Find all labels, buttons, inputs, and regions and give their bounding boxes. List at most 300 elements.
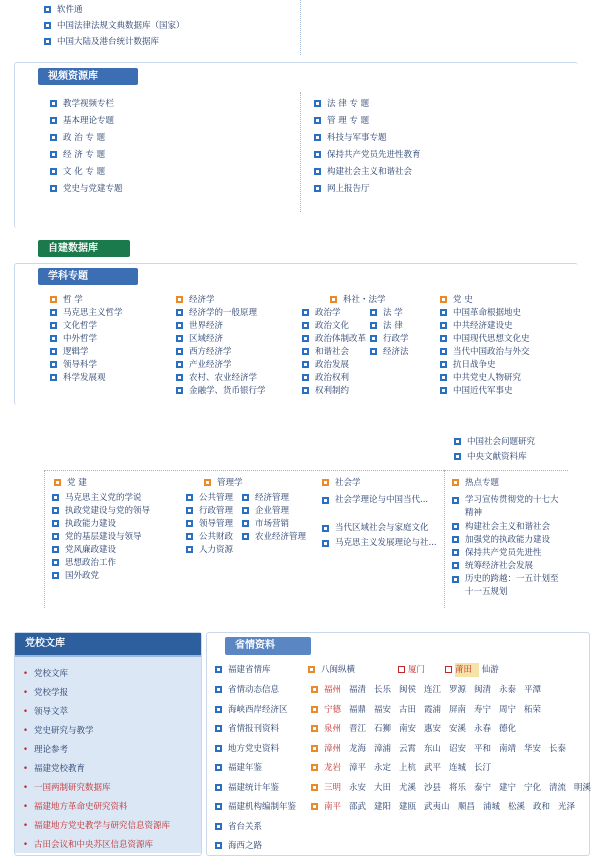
doc-icon <box>215 725 222 732</box>
category-icon <box>330 296 337 303</box>
doc-icon <box>452 536 459 543</box>
county-link[interactable]: 长乐 <box>374 685 392 695</box>
city-row <box>311 759 587 779</box>
list-item[interactable]: • 领导文萃 <box>23 707 69 717</box>
bullet-icon: • <box>23 840 29 850</box>
province-panel <box>206 632 590 856</box>
video-left-list <box>50 98 270 200</box>
divider <box>44 470 568 471</box>
library-header: 党校文库 <box>15 633 201 655</box>
list-item[interactable]: 省情报刊资料 <box>215 720 311 740</box>
list-item[interactable]: 当代区域社会与家庭文化 <box>322 522 440 535</box>
city-row <box>311 720 587 740</box>
doc-icon <box>50 134 57 141</box>
county-link[interactable]: 明溪 <box>574 782 592 793</box>
list-item[interactable]: 海峡西岸经济区 <box>215 701 311 721</box>
doc-icon <box>215 764 222 771</box>
city-link[interactable]: 龙岩 <box>324 763 342 773</box>
list-item[interactable]: 和谐社会 <box>302 346 370 359</box>
list-item[interactable]: • 党校学报 <box>23 688 69 698</box>
list-item[interactable]: 当代中国政治与外交 <box>440 346 575 359</box>
doc-icon <box>186 507 193 514</box>
doc-icon <box>314 117 321 124</box>
doc-icon <box>215 686 222 693</box>
city-row <box>311 798 587 818</box>
list-item[interactable]: 构建社会主义和谐社会 <box>314 166 554 179</box>
doc-icon <box>215 666 222 673</box>
county-link[interactable]: 罗源 <box>449 685 467 695</box>
list-item[interactable]: 执政能力建设 <box>52 518 182 531</box>
doc-icon <box>176 335 183 342</box>
doc-icon <box>50 322 57 329</box>
list-item[interactable]: 市场营销 <box>242 518 320 531</box>
list-item[interactable]: 海西之路 <box>215 837 311 857</box>
list-item[interactable]: 中国近代军事史 <box>440 385 575 398</box>
city-icon <box>311 764 318 771</box>
list-item[interactable]: 党风廉政建设 <box>52 544 182 557</box>
list-item[interactable]: 文化哲学 <box>50 320 170 333</box>
doc-icon <box>370 348 377 355</box>
list-item[interactable]: 党史与党建专题 <box>50 183 270 196</box>
doc-icon <box>215 842 222 849</box>
list-item[interactable]: 行政管理 <box>186 505 242 518</box>
list-item[interactable]: 经济学的一般原理 <box>176 307 296 320</box>
list-item[interactable]: 中国社会问题研究 <box>454 436 584 449</box>
divider <box>444 470 445 608</box>
list-item[interactable]: 科技与军事专题 <box>314 132 554 145</box>
doc-icon <box>302 335 309 342</box>
list-item[interactable]: • 古田会议和中央苏区信息资源库 <box>23 840 154 850</box>
county-link[interactable]: 宁化 <box>524 782 542 793</box>
county-link[interactable]: 永泰 <box>499 685 517 695</box>
county-link[interactable]: 福鼎 <box>349 704 367 715</box>
county-link[interactable]: 安溪 <box>449 724 467 734</box>
county-link[interactable]: 闽侯 <box>399 685 417 695</box>
list-item[interactable]: 中共经济建设史 <box>440 320 575 333</box>
doc-icon <box>50 168 57 175</box>
county-link[interactable]: 政和 <box>533 802 551 812</box>
list-item[interactable]: 行政学 <box>370 333 430 346</box>
city-link[interactable]: 宁德 <box>324 704 342 715</box>
county-link[interactable]: 南靖 <box>499 743 517 754</box>
doc-icon <box>440 322 447 329</box>
county-link[interactable]: 寿宁 <box>474 704 492 715</box>
doc-icon <box>314 134 321 141</box>
bullet-icon: • <box>23 688 29 698</box>
category-head[interactable]: 热点专题 <box>452 477 564 490</box>
doc-icon <box>186 546 193 553</box>
county-link[interactable]: 漳浦 <box>374 743 392 754</box>
doc-icon <box>215 745 222 752</box>
subjects-header: 学科专题 <box>38 268 138 285</box>
city-row <box>311 701 587 721</box>
top-list <box>20 0 250 49</box>
doc-icon <box>50 151 57 158</box>
doc-icon <box>314 185 321 192</box>
list-item[interactable]: 区域经济 <box>176 333 296 346</box>
list-item[interactable]: 社会学理论与中国当代... <box>322 494 440 520</box>
party-col-hot <box>452 477 564 599</box>
library-list <box>15 655 201 853</box>
list-item[interactable]: 企业管理 <box>242 505 320 518</box>
list-item[interactable]: 政 治 专 题 <box>50 132 270 145</box>
list-item[interactable]: 法 学 <box>370 307 430 320</box>
list-item[interactable]: 中国革命根据地史 <box>440 307 575 320</box>
list-item[interactable]: 福建统计年鉴 <box>215 779 311 799</box>
selfbuilt-header: 自建数据库 <box>38 240 130 257</box>
category-head[interactable]: 科社・法学 <box>302 294 432 307</box>
list-item[interactable]: 政治学 <box>302 307 370 320</box>
square-icon <box>445 666 452 673</box>
county-link[interactable]: 柘荣 <box>524 704 542 715</box>
doc-icon <box>52 572 59 579</box>
city-row <box>311 779 592 799</box>
list-item[interactable]: 福建机构编制年鉴 <box>215 798 311 818</box>
category-icon <box>204 479 211 486</box>
category-icon <box>308 666 315 673</box>
county-link[interactable]: 连江 <box>424 685 442 695</box>
doc-icon <box>302 309 309 316</box>
county-link[interactable]: 屏南 <box>449 704 467 715</box>
county-link[interactable]: 长汀 <box>474 763 492 773</box>
doc-icon <box>452 497 459 504</box>
doc-icon <box>440 387 447 394</box>
county-link[interactable]: 松溪 <box>508 802 526 812</box>
doc-icon <box>454 438 461 445</box>
library-panel <box>14 632 202 856</box>
bullet-icon: • <box>23 783 29 793</box>
doc-icon <box>50 117 57 124</box>
list-item[interactable]: 政治文化 <box>302 320 370 333</box>
divider <box>44 470 45 608</box>
doc-icon <box>215 803 222 810</box>
county-link[interactable]: 晋江 <box>349 724 367 734</box>
list-item[interactable]: 领导管理 <box>186 518 242 531</box>
county-link[interactable]: 石狮 <box>374 724 392 734</box>
doc-icon <box>50 100 57 107</box>
category-icon <box>50 296 57 303</box>
county-link[interactable]: 光泽 <box>558 802 576 812</box>
doc-icon <box>176 348 183 355</box>
doc-icon <box>215 784 222 791</box>
list-item[interactable]: 经济法 <box>370 346 430 359</box>
county-link[interactable]: 永定 <box>374 763 392 773</box>
county-link[interactable]: 惠安 <box>424 724 442 734</box>
bullet-icon: • <box>23 764 29 774</box>
list-item[interactable]: 软件通 <box>20 4 250 17</box>
province-header: 省情资料 <box>225 637 311 655</box>
province-cities <box>311 681 592 818</box>
doc-icon <box>452 576 459 583</box>
county-link[interactable]: 将乐 <box>449 782 467 793</box>
county-link[interactable]: 建瓯 <box>399 802 417 812</box>
bullet-icon: • <box>23 821 29 831</box>
county-link[interactable]: 永春 <box>474 724 492 734</box>
category-icon <box>322 479 329 486</box>
doc-icon <box>440 361 447 368</box>
list-item[interactable]: 网上报告厅 <box>314 183 554 196</box>
divider <box>300 0 301 55</box>
doc-icon <box>370 322 377 329</box>
list-item[interactable]: • 福建地方党史教学与研究信息资源库 <box>23 821 171 831</box>
list-item[interactable]: • 福建党校教育 <box>23 764 86 774</box>
list-item[interactable]: 文 化 专 题 <box>50 166 270 179</box>
doc-icon <box>44 6 51 13</box>
list-item[interactable]: • 党校文库 <box>23 669 69 679</box>
list-item[interactable]: 政治体制改革 <box>302 333 370 346</box>
list-item[interactable]: 西方经济学 <box>176 346 296 359</box>
county-link[interactable]: 华安 <box>524 743 542 754</box>
city-link[interactable]: 三明 <box>324 782 342 793</box>
doc-icon <box>302 348 309 355</box>
doc-icon <box>452 562 459 569</box>
doc-icon <box>452 549 459 556</box>
county-link[interactable]: 平和 <box>474 743 492 754</box>
party-col-sociology <box>322 477 440 563</box>
subject-extra-list <box>454 436 584 464</box>
province-left-list <box>215 681 311 857</box>
list-item[interactable]: • 福建地方革命史研究资料 <box>23 802 128 812</box>
city-icon <box>311 706 318 713</box>
doc-icon <box>302 374 309 381</box>
county-link[interactable]: 顺昌 <box>458 802 476 812</box>
county-link[interactable]: 霞浦 <box>424 704 442 715</box>
doc-icon <box>176 374 183 381</box>
list-item[interactable]: 政治权利 <box>302 372 370 385</box>
list-item[interactable]: 学习宣传贯彻党的十七大精神 <box>452 494 564 520</box>
list-item[interactable]: 管 理 专 题 <box>314 115 554 128</box>
county-link[interactable]: 古田 <box>399 704 417 715</box>
list-item[interactable]: 公共管理 <box>186 492 242 505</box>
list-item[interactable]: 世界经济 <box>176 320 296 333</box>
list-item[interactable]: 经 济 专 题 <box>50 149 270 162</box>
list-item[interactable]: 法 律 专 题 <box>314 98 554 111</box>
doc-icon <box>186 494 193 501</box>
doc-icon <box>322 540 329 547</box>
list-item[interactable]: 中共党史人物研究 <box>440 372 575 385</box>
list-item[interactable]: 中国现代思想文化史 <box>440 333 575 346</box>
county-link[interactable]: 连城 <box>449 763 467 773</box>
county-link[interactable]: 武夷山 <box>424 802 450 812</box>
list-item[interactable]: 历史的跨越：一五计划至十一五规划 <box>452 573 564 599</box>
doc-icon <box>314 100 321 107</box>
category-head[interactable]: 管理学 <box>186 477 320 490</box>
city-icon <box>311 725 318 732</box>
county-link[interactable]: 泰宁 <box>474 782 492 793</box>
doc-icon <box>176 309 183 316</box>
county-link[interactable]: 沙县 <box>424 782 442 793</box>
county-link[interactable]: 建阳 <box>374 802 392 812</box>
doc-icon <box>370 309 377 316</box>
doc-icon <box>302 322 309 329</box>
list-item[interactable]: 法 律 <box>370 320 430 333</box>
doc-icon <box>52 507 59 514</box>
list-item[interactable]: 中国大陆及港台统计数据库 <box>20 36 250 49</box>
city-icon <box>311 784 318 791</box>
list-item[interactable]: 福建年鉴 <box>215 759 311 779</box>
county-link[interactable]: 永安 <box>349 782 367 793</box>
county-link[interactable]: 周宁 <box>499 704 517 715</box>
doc-icon <box>176 387 183 394</box>
doc-icon <box>215 823 222 830</box>
list-item[interactable]: 执政党建设与党的领导 <box>52 505 182 518</box>
doc-icon <box>50 374 57 381</box>
list-item[interactable]: 领导科学 <box>50 359 170 372</box>
county-link[interactable]: 浦城 <box>483 802 501 812</box>
doc-icon <box>50 309 57 316</box>
county-link[interactable]: 邵武 <box>349 802 367 812</box>
list-item[interactable]: 统筹经济社会发展 <box>452 560 564 573</box>
subject-col-philosophy <box>50 294 170 385</box>
list-item[interactable]: 抗日战争史 <box>440 359 575 372</box>
bullet-icon: • <box>23 707 29 717</box>
square-icon <box>398 666 405 673</box>
doc-icon <box>302 387 309 394</box>
doc-icon <box>440 335 447 342</box>
list-item[interactable]: 经济管理 <box>242 492 320 505</box>
city-link[interactable]: 泉州 <box>324 724 342 734</box>
doc-icon <box>176 361 183 368</box>
subject-col-law <box>302 294 432 398</box>
doc-icon <box>322 525 329 532</box>
doc-icon <box>454 453 461 460</box>
list-item[interactable]: 构建社会主义和谐社会 <box>452 521 564 534</box>
county-link[interactable]: 南安 <box>399 724 417 734</box>
city-link[interactable]: 南平 <box>324 802 342 812</box>
doc-icon <box>52 533 59 540</box>
county-link[interactable]: 武平 <box>424 763 442 773</box>
doc-icon <box>314 151 321 158</box>
doc-icon <box>302 361 309 368</box>
list-item[interactable]: 省台关系 <box>215 818 311 838</box>
list-item[interactable]: 农村、农业经济学 <box>176 372 296 385</box>
doc-icon <box>440 348 447 355</box>
doc-icon <box>52 520 59 527</box>
subject-col-economics <box>176 294 296 398</box>
category-head[interactable]: 党 史 <box>440 294 575 307</box>
category-icon <box>452 479 459 486</box>
doc-icon <box>242 507 249 514</box>
list-item[interactable]: 省情动态信息 <box>215 681 311 701</box>
list-item[interactable]: 思想政治工作 <box>52 557 182 570</box>
bullet-icon: • <box>23 745 29 755</box>
county-link[interactable]: 德化 <box>499 724 517 734</box>
list-item[interactable]: 教学视频专栏 <box>50 98 270 111</box>
list-item[interactable]: 逻辑学 <box>50 346 170 359</box>
list-item[interactable]: 地方党史资料 <box>215 740 311 760</box>
video-header: 视频资源库 <box>38 68 138 85</box>
list-item[interactable]: 农业经济管理 <box>242 531 320 544</box>
list-item[interactable]: • 党史研究与教学 <box>23 726 94 736</box>
list-item[interactable]: 中央文献资料库 <box>454 451 584 464</box>
doc-icon <box>50 361 57 368</box>
city-link[interactable]: 漳州 <box>324 743 342 754</box>
category-head[interactable]: 经济学 <box>176 294 296 307</box>
list-item[interactable]: 政治发展 <box>302 359 370 372</box>
list-item[interactable]: 加强党的执政能力建设 <box>452 534 564 547</box>
county-link[interactable]: 闽清 <box>474 685 492 695</box>
list-item[interactable]: 中外哲学 <box>50 333 170 346</box>
party-col-building <box>52 477 182 583</box>
category-icon <box>440 296 447 303</box>
county-link[interactable]: 清流 <box>549 782 567 793</box>
list-item[interactable]: • 理论参考 <box>23 745 69 755</box>
doc-icon <box>50 335 57 342</box>
list-item[interactable]: 金融学、货币银行学 <box>176 385 296 398</box>
category-head[interactable]: 哲 学 <box>50 294 170 307</box>
list-item[interactable]: 党的基层建设与领导 <box>52 531 182 544</box>
doc-icon <box>370 335 377 342</box>
party-col-management <box>186 477 320 557</box>
county-link[interactable]: 尤溪 <box>399 782 417 793</box>
list-item[interactable]: 公共财政 <box>186 531 242 544</box>
doc-icon <box>52 494 59 501</box>
county-link[interactable]: 福清 <box>349 685 367 695</box>
doc-icon <box>440 374 447 381</box>
doc-icon <box>314 168 321 175</box>
doc-icon <box>186 533 193 540</box>
county-link[interactable]: 龙海 <box>349 743 367 754</box>
category-head[interactable]: 社会学 <box>322 477 440 490</box>
list-item[interactable]: 马克思主义党的学说 <box>52 492 182 505</box>
county-link[interactable]: 东山 <box>424 743 442 754</box>
bullet-icon: • <box>23 669 29 679</box>
doc-icon <box>186 520 193 527</box>
list-item[interactable]: 权利制约 <box>302 385 370 398</box>
list-item[interactable]: 马克思主义哲学 <box>50 307 170 320</box>
county-link[interactable]: 诏安 <box>449 743 467 754</box>
list-item[interactable]: 科学发展观 <box>50 372 170 385</box>
county-link[interactable]: 大田 <box>374 782 392 793</box>
category-head[interactable]: 党 建 <box>52 477 182 490</box>
city-link[interactable]: 福州 <box>324 685 342 695</box>
list-item[interactable]: 马克思主义发展理论与社... <box>322 537 440 563</box>
doc-icon <box>52 546 59 553</box>
list-item[interactable]: 保持共产党员先进性 <box>452 547 564 560</box>
list-item[interactable]: • 一国两制研究数据库 <box>23 783 111 793</box>
county-link[interactable]: 建宁 <box>499 782 517 793</box>
list-item[interactable]: 保持共产党员先进性教育 <box>314 149 554 162</box>
list-item[interactable]: 产业经济学 <box>176 359 296 372</box>
list-item[interactable]: 中国法律法规文典数据库（国家） <box>20 20 250 33</box>
category-icon <box>54 479 61 486</box>
county-link[interactable]: 福安 <box>374 704 392 715</box>
bullet-icon: • <box>23 726 29 736</box>
category-icon <box>176 296 183 303</box>
city-row <box>311 681 587 701</box>
doc-icon <box>52 559 59 566</box>
county-link[interactable]: 长泰 <box>549 743 567 754</box>
county-link[interactable]: 平潭 <box>524 685 542 695</box>
county-link[interactable]: 漳平 <box>349 763 367 773</box>
county-link[interactable]: 上杭 <box>399 763 417 773</box>
city-row <box>311 740 587 760</box>
list-item[interactable]: 基本理论专题 <box>50 115 270 128</box>
bullet-icon: • <box>23 802 29 812</box>
video-right-list <box>314 98 554 200</box>
list-item[interactable]: 国外政党 <box>52 570 182 583</box>
doc-icon <box>440 309 447 316</box>
doc-icon <box>242 533 249 540</box>
city-icon <box>311 745 318 752</box>
doc-icon <box>452 523 459 530</box>
doc-icon <box>44 22 51 29</box>
county-link[interactable]: 云霄 <box>399 743 417 754</box>
list-item[interactable]: 人力资源 <box>186 544 242 557</box>
doc-icon <box>322 497 329 504</box>
doc-icon <box>176 322 183 329</box>
doc-icon <box>242 494 249 501</box>
